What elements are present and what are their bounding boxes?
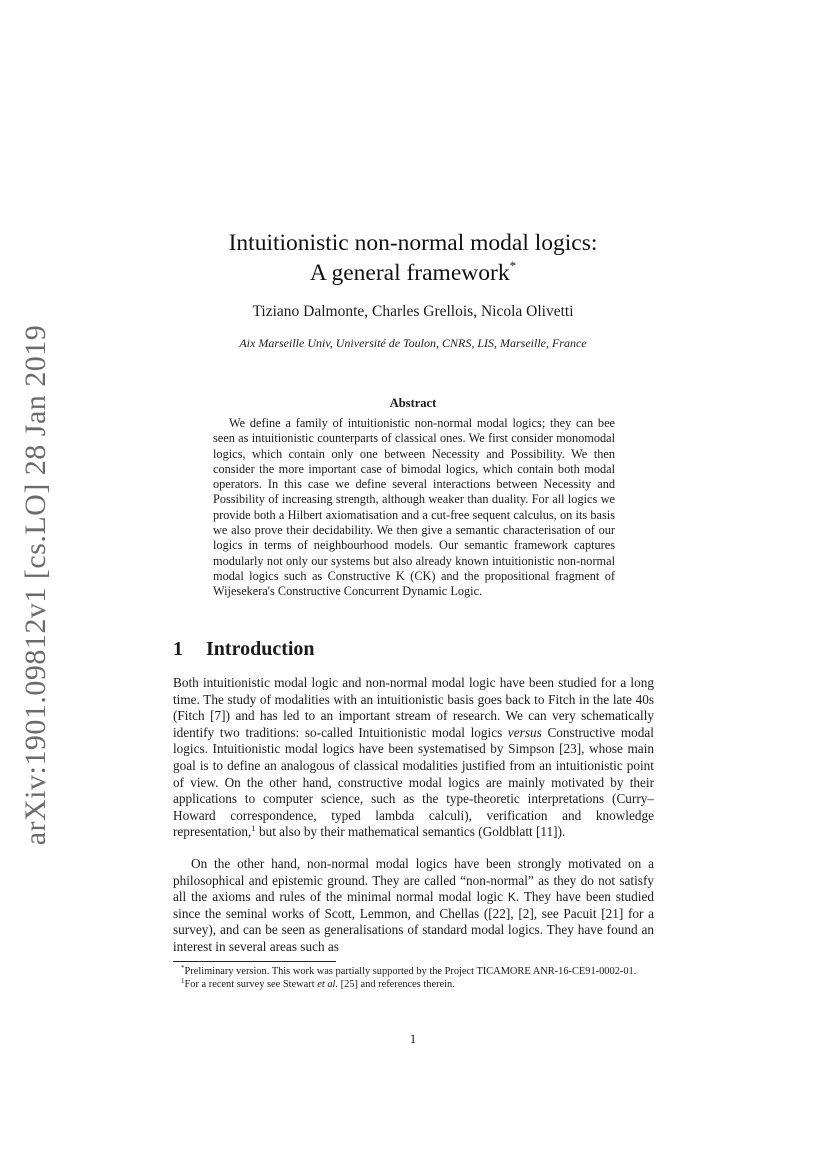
p1-text-c: but also by their mathematical semantics (Goldblatt [11]).: [255, 824, 566, 840]
arxiv-identifier-stamp: arXiv:1901.09812v1 [cs.LO] 28 Jan 2019: [19, 324, 52, 846]
page-number: 1: [409, 1031, 417, 1046]
affiliation: Aix Marseille Univ, Université de Toulon, CNRS, LIS, Marseille, France: [239, 336, 587, 350]
title-line-2: [173, 258, 653, 288]
title-footnote-mark: *: [509, 258, 517, 273]
p1-text-a: Both intuitionistic modal logic and non-normal modal logic have been studied for a long time. The study of modalities with an intuitionistic basis goes back to Fitch in the late 40s (Fitch [7]) and has led to an important stream of research. We can very schematically identify two traditions: so-called Intuitionistic modal logics: [173, 675, 654, 740]
footnote-1: [173, 978, 654, 991]
section-title: Introduction: [206, 638, 315, 660]
title-line-1: Intuitionistic non-normal modal logics:: [228, 230, 598, 256]
p2-text-b: . They have been studied since the seminal works of Scott, Lemmon, and Chellas ([22], [2], see Pacuit [21] for a survey), and can be seen as generalisations of standard modal logics. They have found an interest in several areas such as: [173, 889, 654, 954]
intro-paragraph-1: [173, 675, 654, 841]
footnote-1-etal: et al.: [317, 979, 339, 991]
footnote-separator: [173, 961, 336, 962]
logic-k-symbol: K: [507, 890, 516, 905]
section-number: 1: [173, 638, 183, 660]
footnotes: [173, 965, 654, 991]
abstract-text: We define a family of intuitionistic non-normal modal logics; they can bee seen as intuitionistic counterparts of classical ones. We first consider monomodal logics, which contain only one between Necessity and Possibility. We then consider the more important case of bimodal logics, which contain both modal operators. In this case we define several interactions between Necessity and Possibility of increasing strength, although weaker than duality. For all logics we provide both a Hilbert axiomatisation and a cut-free sequent calculus, on its basis we also prove their decidability. We then give a semantic characterisation of our logics in terms of neighbourhood models. Our semantic framework captures modularly not only our systems but also already known intuitionistic non-normal modal logics such as Constructive K (CK) and the propositional fragment of Wijesekera's Constructive Concurrent Dynamic Logic.: [213, 416, 615, 599]
footnote-1-text-a: For a recent survey see Stewart: [184, 979, 318, 991]
author-list: Tiziano Dalmonte, Charles Grellois, Nicola Olivetti: [252, 303, 574, 320]
paper-title: [173, 228, 653, 288]
title-line-2-text: A general framework: [309, 260, 510, 286]
footnote-star: [173, 965, 654, 978]
footnote-1-text-b: [25] and references therein.: [338, 979, 455, 991]
intro-paragraph-2: [173, 856, 654, 956]
footnote-star-mark: *: [181, 964, 185, 972]
section-heading-introduction: [173, 638, 315, 661]
p2-text-a: On the other hand, non-normal modal logics have been strongly motivated on a philosophical and epistemic ground. They are called “non-normal” as they do not satisfy all the axioms and rules of the minimal normal modal logic: [173, 856, 654, 905]
p1-versus: versus: [507, 724, 542, 740]
abstract-heading: Abstract: [389, 396, 437, 410]
footnote-star-text: Preliminary version. This work was partially supported by the Project TICAMORE ANR-16-CE91-0002-01.: [184, 966, 637, 977]
footnote-ref-1[interactable]: 1: [251, 823, 256, 834]
footnote-1-mark: 1: [181, 977, 185, 986]
p1-text-b: Constructive modal logics. Intuitionistic modal logics have been systematised by Simpson [23], whose main goal is to define an analogous of classical modalities justified from an intuitionistic point of view. On the other hand, constructive modal logics are mainly motivated by their applications to computer science, such as the type-theoretic interpretations (Curry–Howard correspondence, typed lambda calculi), verification and knowledge representation,: [173, 724, 654, 840]
